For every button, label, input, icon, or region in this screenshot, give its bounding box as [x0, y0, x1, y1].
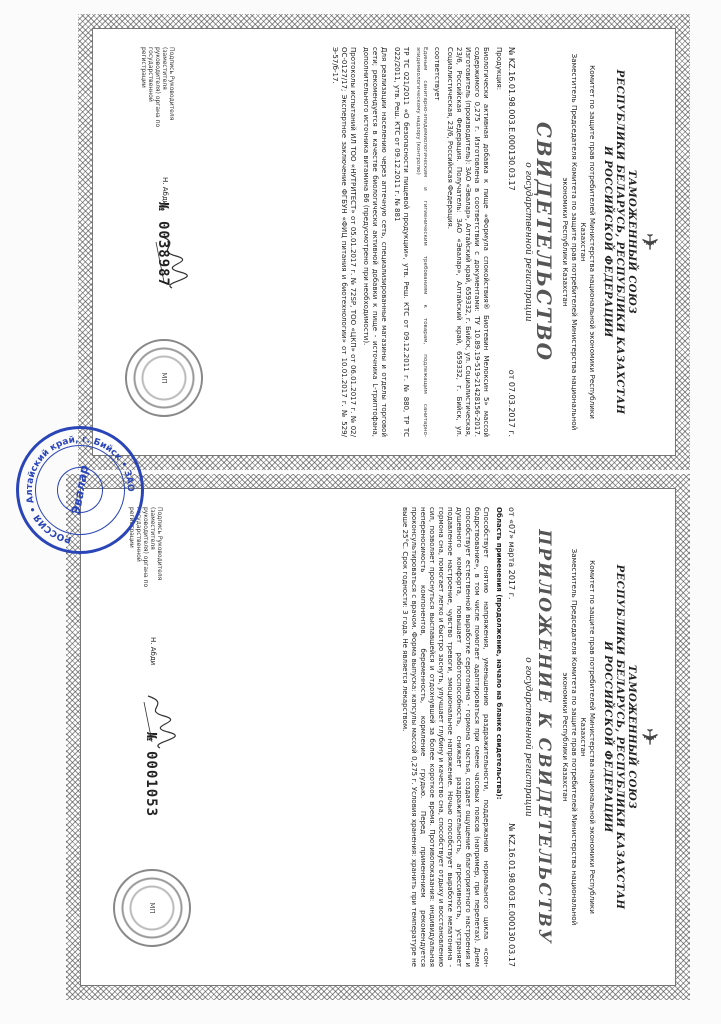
stamp-outer-text: РОССИЯ • Алтайский край, г. Бийск • ЗАО — [24, 434, 136, 545]
signer-label: Подпись Руководителя (заместителя руководителя) органа по государственной регистрации — [140, 47, 175, 128]
official-seal-icon: МП — [125, 339, 203, 417]
certificate-body — [92, 28, 676, 456]
signer-name: Н. Абди — [149, 637, 157, 666]
registration-number: № KZ.16.01.98.003.E.000130.03.17 — [507, 823, 516, 967]
registration-number: № KZ.16.01.98.003.E.000130.03.17 — [507, 47, 516, 191]
document-title: ПРИЛОЖЕНИЕ К СВИДЕТЕЛЬСТВУ — [534, 529, 554, 945]
registration-date: от 07.03.2017 г. — [507, 369, 516, 437]
registration-date: от «07» марта 2017 г. — [507, 507, 516, 600]
signer-name: Н. Абди — [161, 177, 169, 206]
registration-line — [507, 507, 516, 967]
appendix-text: Область применения (продолжение, начало на бланке свидетельства): Способствует снятию напряжения, уменьшению раздражительности, поддержанию нормального цикла «сон-бодрствование», в том числе помогает адаптироваться при смене часовых поясов (например, при перелетах). Днем способствует естественной выработке серотонина - гормона счастья, создает ощущение благоприятного настроения и душевного комфорта, повышает работоспособность, снижает раздражительность, агрессивность, устраняет подавленное настроение, чувство тревоги, эмоциональное напряжение. Ночью способствует выработке мелатонина - гормона сна, помогает легко и быстро заснуть, улучшает глубину и качество сна, способствует отдыху и восстановлению сил, позволяет проснуться выспавшейся и отдохнувшей за более короткое время. Противопоказания: индивидуальная непереносимость компонентов, беременность, кормление грудью. Перед применением рекомендуется проконсультироваться с врачом. Форма выпуска: капсулы массой 0,275 г. Условия хранения: хранить при температуре не выше 25°С. Срок годности: 3 года. Не является лекарством. — [401, 507, 503, 967]
serial-number: № 0001053 — [143, 732, 159, 817]
registration-line — [507, 47, 516, 437]
serial-number: № 0038987 — [155, 202, 171, 287]
issuing-authority: Комитет по защите прав потребителей Министерства национальной экономики Республики Казахстан Заместитель Председателя Комитета по защите прав потребителей Министерства национальной экономики Республики Казахстан — [561, 53, 597, 431]
issuing-authority: Комитет по защите прав потребителей Министерства национальной экономики Республики Казахстан Заместитель Председателя Комитета по защите прав потребителей Министерства национальной экономики Республики Казахстан — [561, 548, 597, 926]
document-subtitle: о государственной регистрации — [523, 657, 533, 817]
official-seal-icon: МП — [113, 869, 191, 947]
scope-heading: Область применения (продолжение, начало на бланке свидетельства): — [495, 507, 503, 800]
certificate-appendix — [66, 474, 690, 1000]
document-subtitle: о государственной регистрации — [523, 162, 533, 322]
product-label: Продукция: — [495, 47, 503, 91]
stamp-center-text: Эвалар — [68, 464, 92, 516]
signer-label: Подпись Руководителя (заместителя руководителя) органа по государственной регистрации — [128, 507, 163, 588]
appendix-body — [80, 488, 676, 986]
union-header: ТАМОЖЕННЫЙ СОЮЗ РЕСПУБЛИКИ БЕЛАРУСЬ, РЕСПУБЛИКИ КАЗАХСТАН И РОССИЙСКОЙ ФЕДЕРАЦИИ — [602, 564, 637, 910]
document-title: СВИДЕТЕЛЬСТВО — [532, 121, 556, 363]
emblem-icon: ✈ — [636, 232, 661, 252]
emblem-icon: ✈ — [636, 727, 661, 747]
union-header: ТАМОЖЕННЫЙ СОЮЗ РЕСПУБЛИКИ БЕЛАРУСЬ, РЕСПУБЛИКИ КАЗАХСТАН И РОССИЙСКОЙ ФЕДЕРАЦИИ — [602, 69, 637, 415]
signature-row — [105, 47, 215, 437]
signature-row — [93, 507, 203, 967]
company-stamp-icon — [6, 416, 154, 564]
certificate-text: Продукция: Биологически активная добавка к пище «Формула спокойствия® Биотевин Мелоксин 5» массой содержимого 0,275 г. Изготовлена в соответствии с документами: ТУ 10.89.19-519-21428156-2017. Изготовитель (производитель): ЗАО «Эвалар», Алтайский край, 659332, г. Бийск, ул. Социалистическая, 23/6, Российская Федерация. Получатель: ЗАО «Эвалар», Алтайский край, 659332, г. Бийск, ул. Социалистическая, 23/6, Российская Федерация. соответствует Единым санитарно-эпидемиологическим и гигиеническим требованиям к товарам, подлежащим санитарно-эпидемиологическому надзору (контролю) ТР ТС 021/2011 «О безопасности пищевой продукции», утв. Реш. КТС от 09.12.2011 г. № 880, ТР ТС 022/2011, утв. Реш. КТС от 09.12.2011 г. № 881 Для реализации населению через аптечную сеть, специализированные магазины и отделы торговой сети; рекомендуется в качестве биологически активной добавки к пище - источника L-триптофана, дополнительного источника витамина B6 (предусмотрено при необходимости). Протоколы испытаний ИЛ ТОО «НУТРИТЕСТ» от 05.01.2017 г. № 72SP, ТОО «ЦКП» от 06.01.2017 г. № 02/ОС-0127/17; Экспертное заключение ФГБУН «ФИЦ питания и биотехнологии» от 10.01.2017 г. № 529/Э-57/б-17. — [331, 47, 503, 437]
registration-certificate — [78, 14, 690, 470]
